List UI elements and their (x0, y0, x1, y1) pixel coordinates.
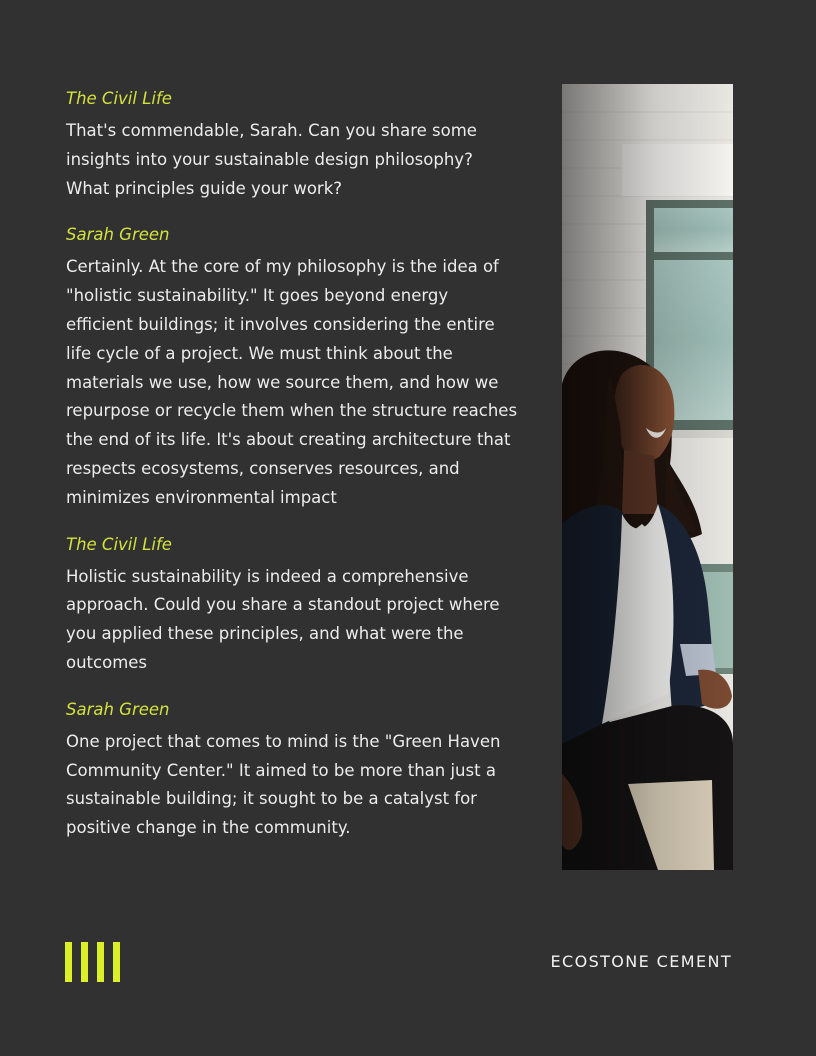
dialogue-entry (66, 533, 518, 678)
stripe (81, 942, 88, 982)
speaker-name: The Civil Life (66, 534, 172, 554)
speaker-name: The Civil Life (66, 89, 172, 108)
stripe (65, 942, 72, 982)
dialogue-entry (66, 698, 518, 843)
portrait-illustration (562, 84, 733, 870)
dialogue-entry (66, 223, 518, 512)
dialogue-text: Holistic sustainability is indeed a comprehensive approach. Could you share a standout project where you applied these principles, and what were the outcomes (66, 566, 500, 672)
stripe (97, 942, 104, 982)
stripe (113, 942, 120, 982)
interview-dialogue (66, 87, 518, 863)
speaker-name: Sarah Green (66, 225, 170, 245)
dialogue-text: Certainly. At the core of my philosophy is the idea of "holistic sustainability." It goes beyond energy efficient buildings; it involves considering the entire life cycle of a project. We must think about the materials we use, how we source them, and how we repurpose or recycle them when the structure reaches the end of its life. It's about creating architecture that respects ecosystems, conserves resources, and minimizes environmental impact (66, 257, 518, 507)
dialogue-entry (66, 87, 518, 203)
dialogue-text: One project that comes to mind is the "Green Haven Community Center." It aimed to be more than just a sustainable building; it sought to be a catalyst for positive change in the community. (66, 731, 501, 838)
portrait-photo (562, 84, 733, 870)
speaker-name: Sarah Green (66, 699, 170, 719)
brand-name: ECOSTONE CEMENT (550, 952, 732, 971)
dialogue-text: That's commendable, Sarah. Can you share some insights into your sustainable design philosophy? What principles guide your work? (66, 121, 477, 198)
brand-stripes-logo (65, 942, 120, 982)
